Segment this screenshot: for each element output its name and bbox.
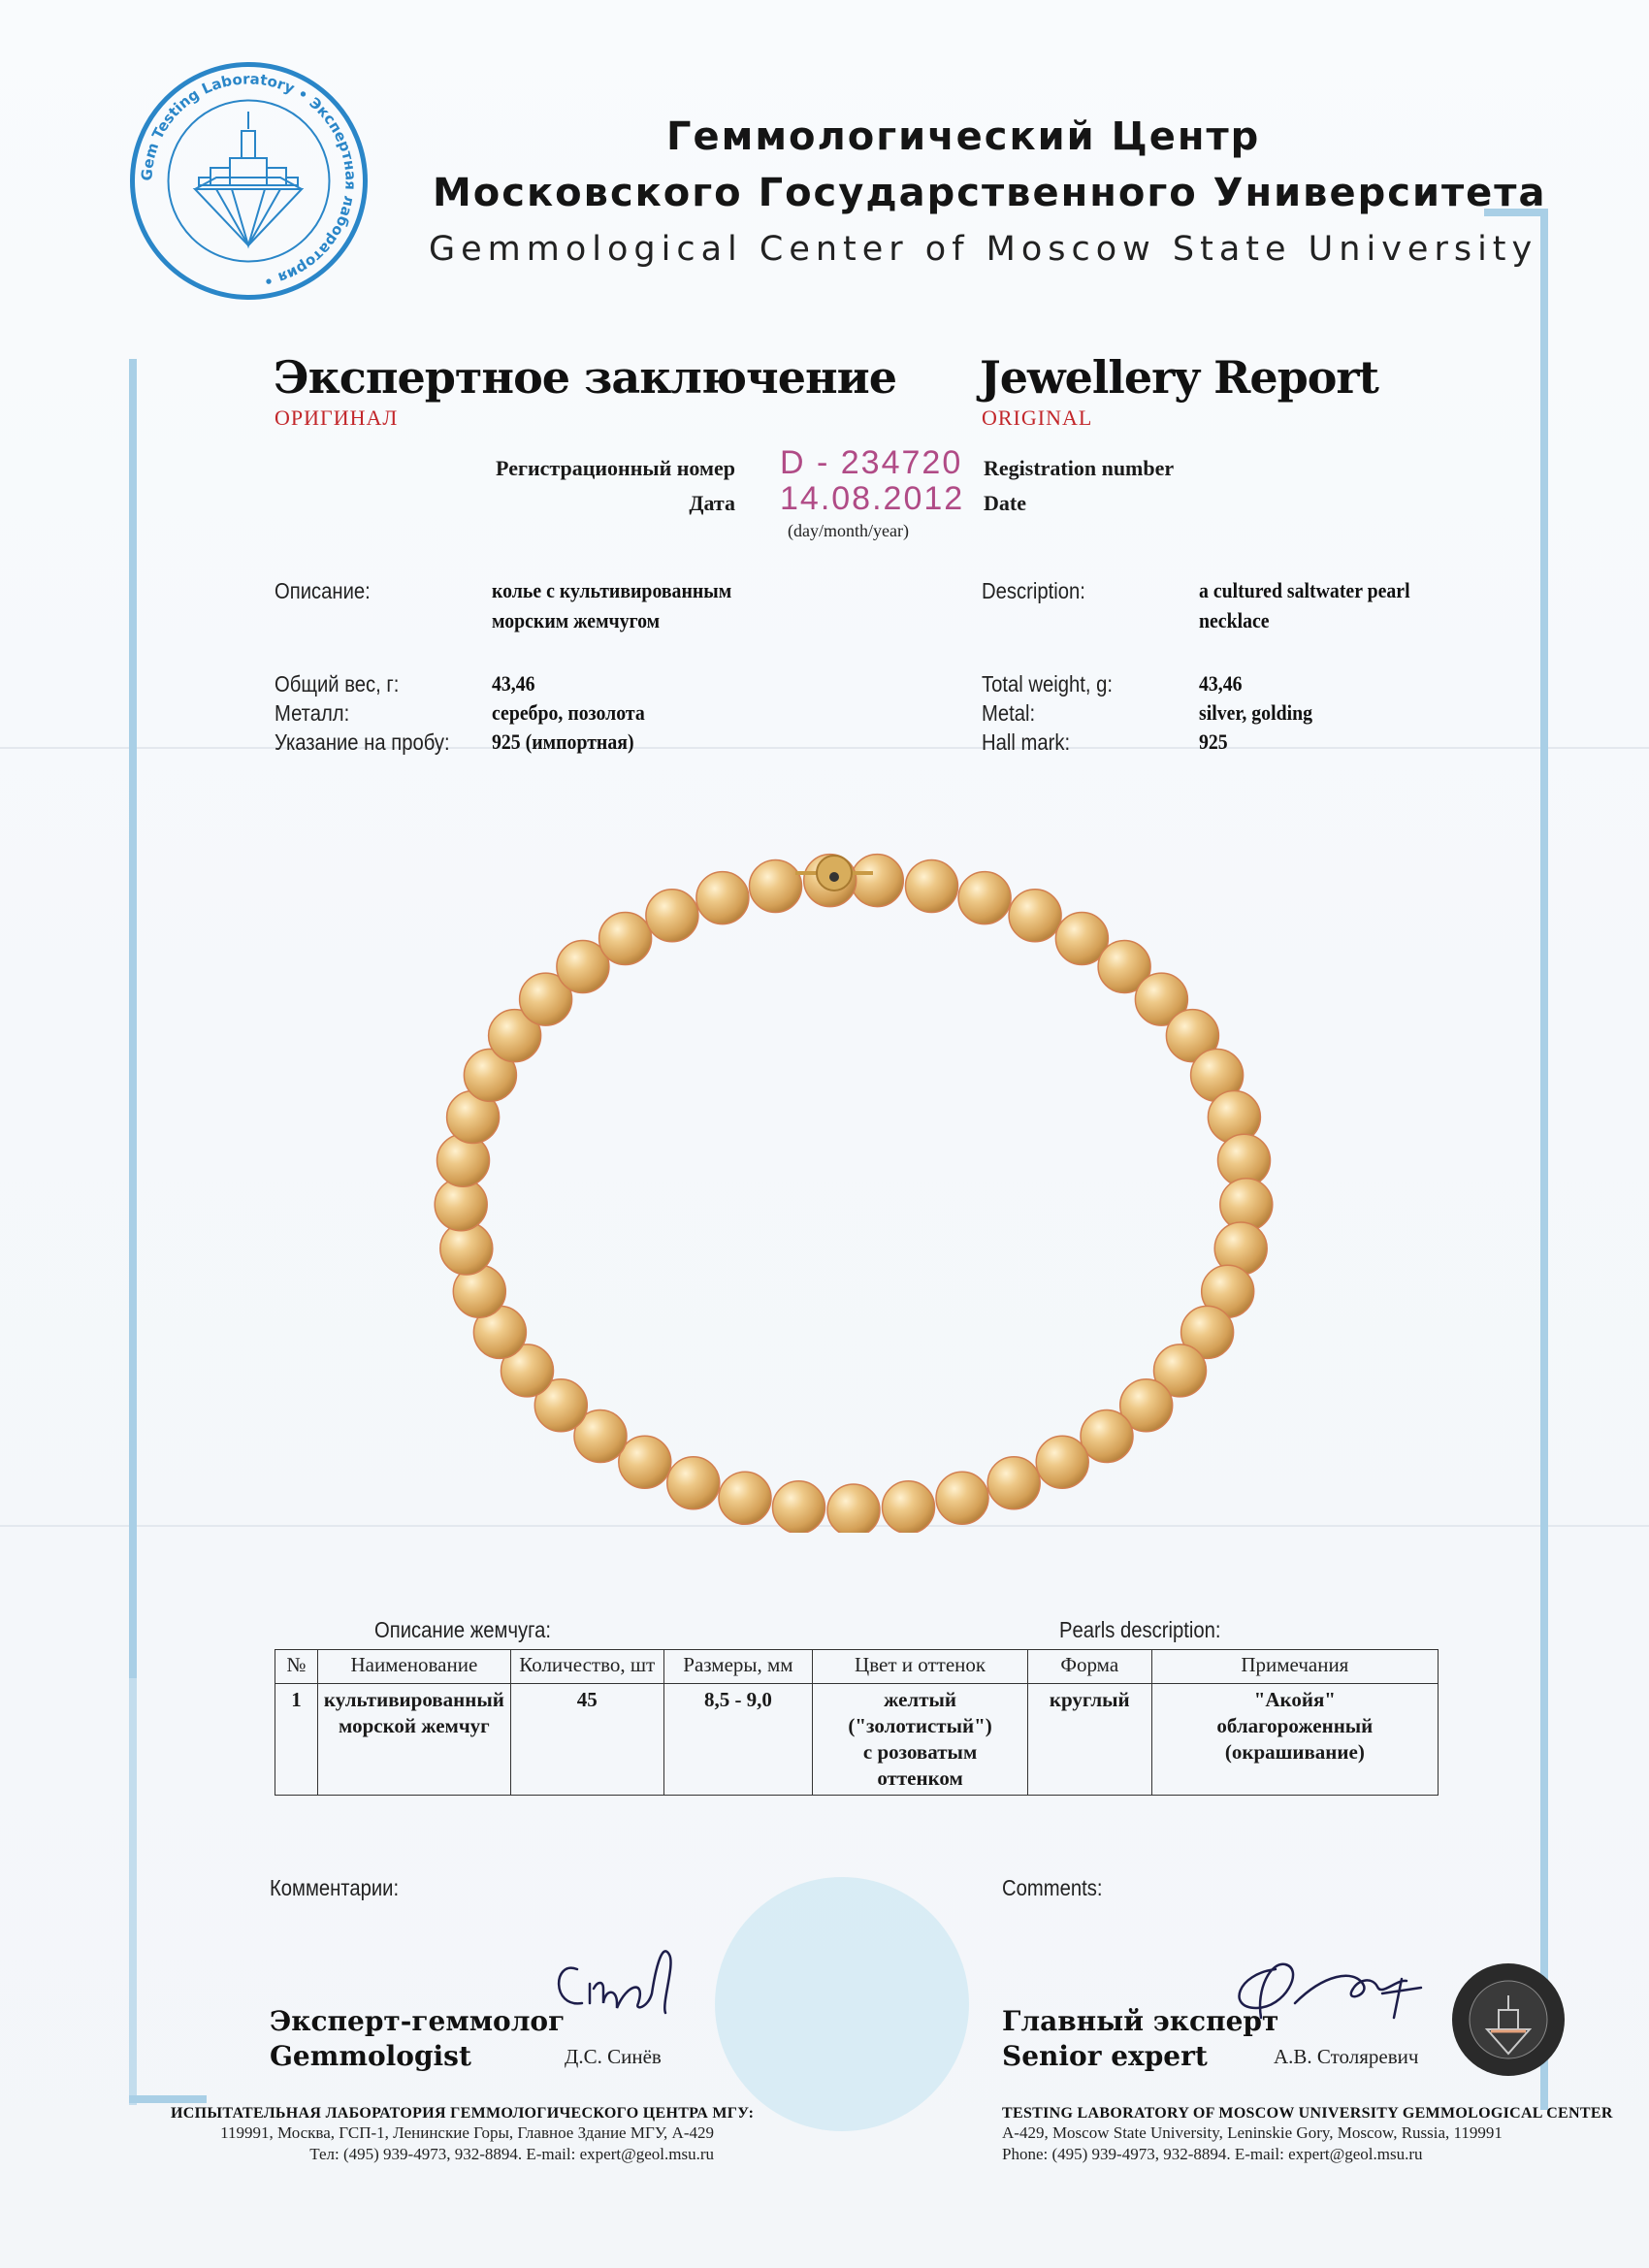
pearl-bead	[1009, 890, 1061, 942]
senior-expert-name: А.В. Столяревич	[1274, 2045, 1419, 2068]
footer-left-title: ИСПЫТАТЕЛЬНАЯ ЛАБОРАТОРИЯ ГЕММОЛОГИЧЕСКОГО ЦЕНТРА МГУ:	[171, 2105, 755, 2122]
gemmologist-role-ru: Эксперт-геммолог	[270, 2005, 566, 2037]
senior-expert-role-ru: Главный эксперт	[1002, 2005, 1279, 2037]
weight-label-en: Total weight, g:	[982, 671, 1114, 697]
center-stamp	[1450, 1961, 1567, 2078]
footer-left-address: 119991, Москва, ГСП-1, Ленинские Горы, Главное Здание МГУ, А-429	[220, 2123, 714, 2142]
footer-left-contacts: Тел: (495) 939-4973, 932-8894. E-mail: expert@geol.msu.ru	[309, 2145, 714, 2163]
cell-name-line1: культивированный	[323, 1688, 504, 1711]
header-title-en: Gemmological Center of Moscow State University	[429, 230, 1538, 269]
metal-value-en: silver, golding	[1199, 700, 1312, 725]
col-header-num: №	[275, 1650, 318, 1684]
cell-notes-line2: облагороженный (окрашивание)	[1216, 1714, 1374, 1764]
comments-label-en: Comments:	[1002, 1875, 1103, 1900]
metal-label-ru: Металл:	[275, 700, 350, 726]
original-stamp-en: ORIGINAL	[982, 405, 1093, 430]
description-value-ru-1: колье с культивированным	[492, 578, 732, 602]
gemmologist-role-en: Gemmologist	[270, 2040, 471, 2072]
reg-number-label-en: Registration number	[984, 456, 1175, 480]
hallmark-value-en: 925	[1199, 729, 1228, 754]
metal-value-ru: серебро, позолота	[492, 700, 645, 725]
footer-right-title: TESTING LABORATORY OF MOSCOW UNIVERSITY GEMMOLOGICAL CENTER	[1002, 2105, 1613, 2122]
pearl-bead	[958, 872, 1011, 924]
report-title-ru: Экспертное заключение	[274, 351, 897, 404]
table-row	[275, 1684, 1439, 1796]
hallmark-label-en: Hall mark:	[982, 729, 1071, 755]
original-stamp-ru: ОРИГИНАЛ	[275, 405, 399, 430]
pearl-bead	[1081, 1410, 1133, 1463]
gemmologist-name: Д.С. Синёв	[565, 2045, 662, 2068]
pearl-bead	[1036, 1436, 1088, 1488]
cell-notes	[1151, 1684, 1438, 1796]
col-header-name: Наименование	[317, 1650, 510, 1684]
pearl-bead	[936, 1472, 988, 1524]
pearl-bead	[827, 1484, 880, 1533]
header-title-ru-2: Московского Государственного Университета	[433, 171, 1547, 215]
embossed-seal	[715, 1877, 969, 2131]
gemmologist-signature	[543, 1940, 718, 2027]
reg-number: D - 234720	[780, 444, 963, 481]
date-format-note: (day/month/year)	[788, 521, 909, 540]
pearl-bead	[883, 1481, 935, 1533]
col-header-shape: Форма	[1027, 1650, 1151, 1684]
col-header-size: Размеры, мм	[663, 1650, 813, 1684]
reg-number-label-ru: Регистрационный номер	[496, 456, 735, 480]
cell-qty: 45	[510, 1684, 663, 1796]
pearls-caption-en: Pearls description:	[1059, 1617, 1221, 1642]
cell-name	[317, 1684, 510, 1796]
report-title-en: Jewellery Report	[980, 351, 1378, 404]
footer-right	[1002, 2105, 1613, 2165]
pearl-bead	[719, 1472, 771, 1524]
msu-logo	[129, 61, 369, 301]
cell-name-line2: морской жемчуг	[339, 1714, 490, 1737]
pearl-beads	[435, 855, 1273, 1533]
pearl-bead	[851, 855, 903, 907]
description-value-en-2: necklace	[1199, 608, 1270, 632]
pearls-table	[275, 1649, 1439, 1796]
cell-color	[813, 1684, 1028, 1796]
cell-notes-line1: "Акойя"	[1253, 1688, 1336, 1711]
table-header-row	[275, 1650, 1439, 1684]
date-label-en: Date	[984, 491, 1026, 515]
col-header-notes: Примечания	[1151, 1650, 1438, 1684]
weight-value-ru: 43,46	[492, 671, 535, 696]
cell-color-line2: с розоватым оттенком	[862, 1740, 978, 1790]
cell-shape: круглый	[1027, 1684, 1151, 1796]
metal-label-en: Metal:	[982, 700, 1036, 726]
cell-size: 8,5 - 9,0	[663, 1684, 813, 1796]
pearl-bead	[773, 1481, 825, 1533]
date-label-ru: Дата	[689, 491, 735, 515]
frame-left	[129, 359, 137, 1678]
gemmologist-role	[270, 2004, 565, 2074]
pearls-caption-ru: Описание жемчуга:	[374, 1617, 551, 1642]
pearl-bead	[987, 1457, 1040, 1509]
pearl-bead	[696, 872, 749, 924]
description-value-ru-2: морским жемчугом	[492, 608, 661, 632]
pearl-bead	[619, 1436, 671, 1488]
necklace-photo	[407, 834, 1300, 1533]
frame-bottom-left	[129, 2095, 207, 2103]
senior-expert-signature	[1217, 1950, 1450, 2037]
description-label-en: Description:	[982, 578, 1085, 603]
pearl-bead	[750, 860, 802, 913]
frame-left-lower	[129, 1678, 137, 2105]
header-title-ru-1: Геммологический Центр	[666, 114, 1261, 159]
description-value-en-1: a cultured saltwater pearl	[1199, 578, 1410, 602]
pearl-bead	[646, 890, 698, 942]
footer-right-address: A-429, Moscow State University, Leninskie Gory, Moscow, Russia, 119991	[1002, 2123, 1503, 2142]
hallmark-label-ru: Указание на пробу:	[275, 729, 450, 755]
cell-num: 1	[275, 1684, 318, 1796]
hallmark-value-ru: 925 (импортная)	[492, 729, 634, 754]
footer-left	[171, 2105, 755, 2165]
frame-right	[1540, 209, 1548, 2110]
pearl-bead	[599, 913, 652, 965]
col-header-color: Цвет и оттенок	[813, 1650, 1028, 1684]
description-label-ru: Описание:	[275, 578, 371, 603]
senior-expert-role-en: Senior expert	[1002, 2040, 1208, 2072]
footer-right-contacts: Phone: (495) 939-4973, 932-8894. E-mail: expert@geol.msu.ru	[1002, 2145, 1423, 2163]
weight-value-en: 43,46	[1199, 671, 1243, 696]
pearl-bead	[906, 860, 958, 913]
col-header-qty: Количество, шт	[510, 1650, 663, 1684]
fold-line	[0, 747, 1649, 749]
pearl-bead	[667, 1457, 720, 1509]
cell-color-line1: желтый ("золотистый")	[848, 1688, 992, 1737]
svg-text:Gem Testing Laboratory • Экспе: Gem Testing Laboratory • Экспертная лаборатория •	[138, 70, 360, 291]
comments-label-ru: Комментарии:	[270, 1875, 400, 1900]
report-date: 14.08.2012	[780, 480, 965, 517]
weight-label-ru: Общий вес, г:	[275, 671, 400, 697]
